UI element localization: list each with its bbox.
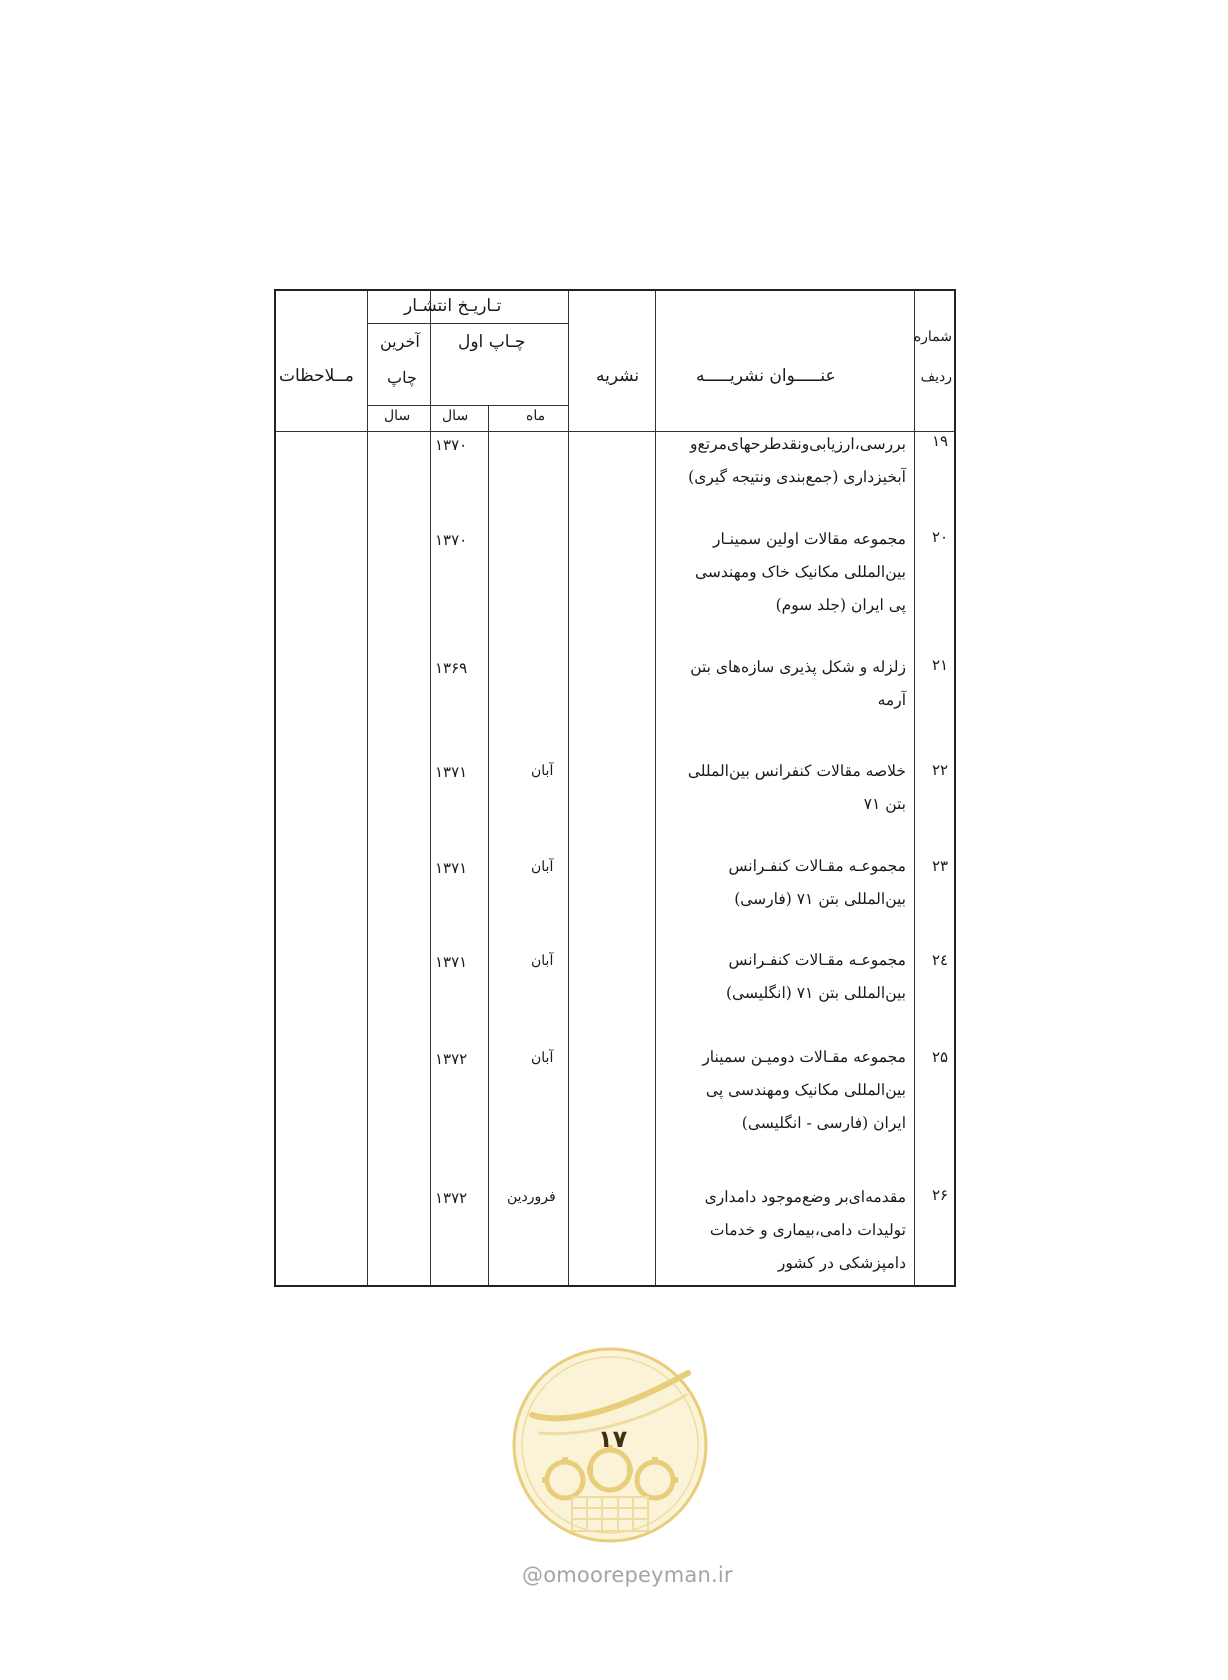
year-first-print: ۱۳۷۰ (435, 436, 468, 454)
title-line: بررسی،ارزیابی‌ونقدطرحهای‌مرتع‌و (690, 435, 906, 453)
header-title: عنـــــوان نشریـــــه (696, 366, 836, 386)
header-first-print: چـاپ اول (458, 332, 526, 352)
publications-table (274, 289, 956, 1287)
header-year-last: سال (384, 408, 411, 424)
header-publish-date: تـاریـخ انتشـار (404, 296, 502, 316)
header-divider (367, 405, 568, 406)
watermark-text: omoorepeyman.ir (543, 1563, 733, 1587)
column-divider (914, 291, 915, 1285)
row-number: ۲۵ (932, 1048, 949, 1066)
header-month: ماه (526, 408, 546, 424)
publication-title (705, 1181, 906, 1280)
title-line: بین‌المللی بتن ۷۱ (فارسی) (734, 890, 906, 908)
column-divider (568, 291, 569, 1285)
title-line: بین‌المللی مکانیک خاک ومهندسی (694, 563, 906, 581)
header-divider (367, 323, 568, 324)
title-line: مقدمه‌ای‌بر وضع‌موجود دامداری (704, 1188, 906, 1206)
month-first-print: آبان (531, 859, 554, 875)
publication-title (702, 1041, 906, 1140)
publication-title (688, 755, 906, 821)
row-number: ۲۲ (932, 761, 949, 779)
title-line: خلاصه مقالات کنفرانس بین‌المللی (687, 762, 906, 780)
watermark-url (522, 1563, 733, 1587)
row-number: ۲٤ (932, 951, 949, 969)
year-first-print: ۱۳۷۱ (435, 953, 468, 971)
header-last-print-1: آخرین (380, 332, 420, 351)
header-last-print-2: چاپ (387, 368, 417, 387)
column-divider (367, 291, 368, 1285)
publication-title (695, 523, 906, 622)
row-number: ۱۹ (932, 432, 949, 450)
title-line: مجموعه مقـالات دومیـن سمینار (702, 1048, 906, 1066)
publication-title (690, 651, 906, 717)
at-icon: @ (522, 1563, 544, 1587)
year-first-print: ۱۳۷۰ (435, 531, 468, 549)
header-row-number-1: شماره (913, 329, 952, 345)
title-line: مجموعـه مقـالات کنفـرانس (728, 951, 906, 969)
title-line: آرمه (877, 691, 906, 709)
month-first-print: آبان (531, 953, 554, 969)
year-first-print: ۱۳۷۱ (435, 763, 468, 781)
header-row-number-2: ردیف (920, 369, 952, 385)
title-line: پی ایران (جلد سوم) (775, 596, 906, 614)
title-line: مجموعـه مقـالات کنفـرانس (728, 857, 906, 875)
title-line: زلزله و شکل پذیری سازه‌های بتن (690, 658, 906, 676)
column-divider (655, 291, 656, 1285)
year-first-print: ۱۳۷۱ (435, 859, 468, 877)
year-first-print: ۱۳۷۲ (435, 1050, 468, 1068)
month-first-print: آبان (531, 763, 554, 779)
page-number: ۱۷ (598, 1425, 628, 1453)
title-line: تولیدات دامی،بیماری و خدمات (709, 1221, 906, 1239)
year-first-print: ۱۳۶۹ (435, 659, 468, 677)
row-number: ۲۳ (932, 857, 949, 875)
year-first-print: ۱۳۷۲ (435, 1189, 468, 1207)
header-remarks: مــلاحظات (279, 366, 354, 386)
header-publisher: نشریه (596, 366, 640, 386)
column-divider (488, 405, 489, 1285)
publication-title (729, 850, 906, 916)
title-line: دامپزشکی در کشور (777, 1254, 906, 1272)
row-number: ۲۶ (932, 1186, 949, 1204)
row-number: ۲۰ (932, 528, 949, 546)
row-number: ۲۱ (932, 656, 949, 674)
publication-title (726, 944, 906, 1010)
month-first-print: فروردین (507, 1189, 556, 1205)
column-divider (430, 291, 431, 1285)
title-line: ایران (فارسی - انگلیسی) (741, 1114, 906, 1132)
title-line: بین‌المللی مکانیک ومهندسی پی (705, 1081, 906, 1099)
title-line: آبخیزداری (جمع‌بندی ونتیجه گیری) (688, 468, 906, 486)
header-year-first: سال (442, 408, 469, 424)
title-line: بین‌المللی بتن ۷۱ (انگلیسی) (725, 984, 906, 1002)
month-first-print: آبان (531, 1050, 554, 1066)
title-line: مجموعه مقالات اولین سمینـار (713, 530, 906, 548)
title-line: بتن ۷۱ (863, 795, 906, 813)
publication-title (688, 428, 906, 494)
